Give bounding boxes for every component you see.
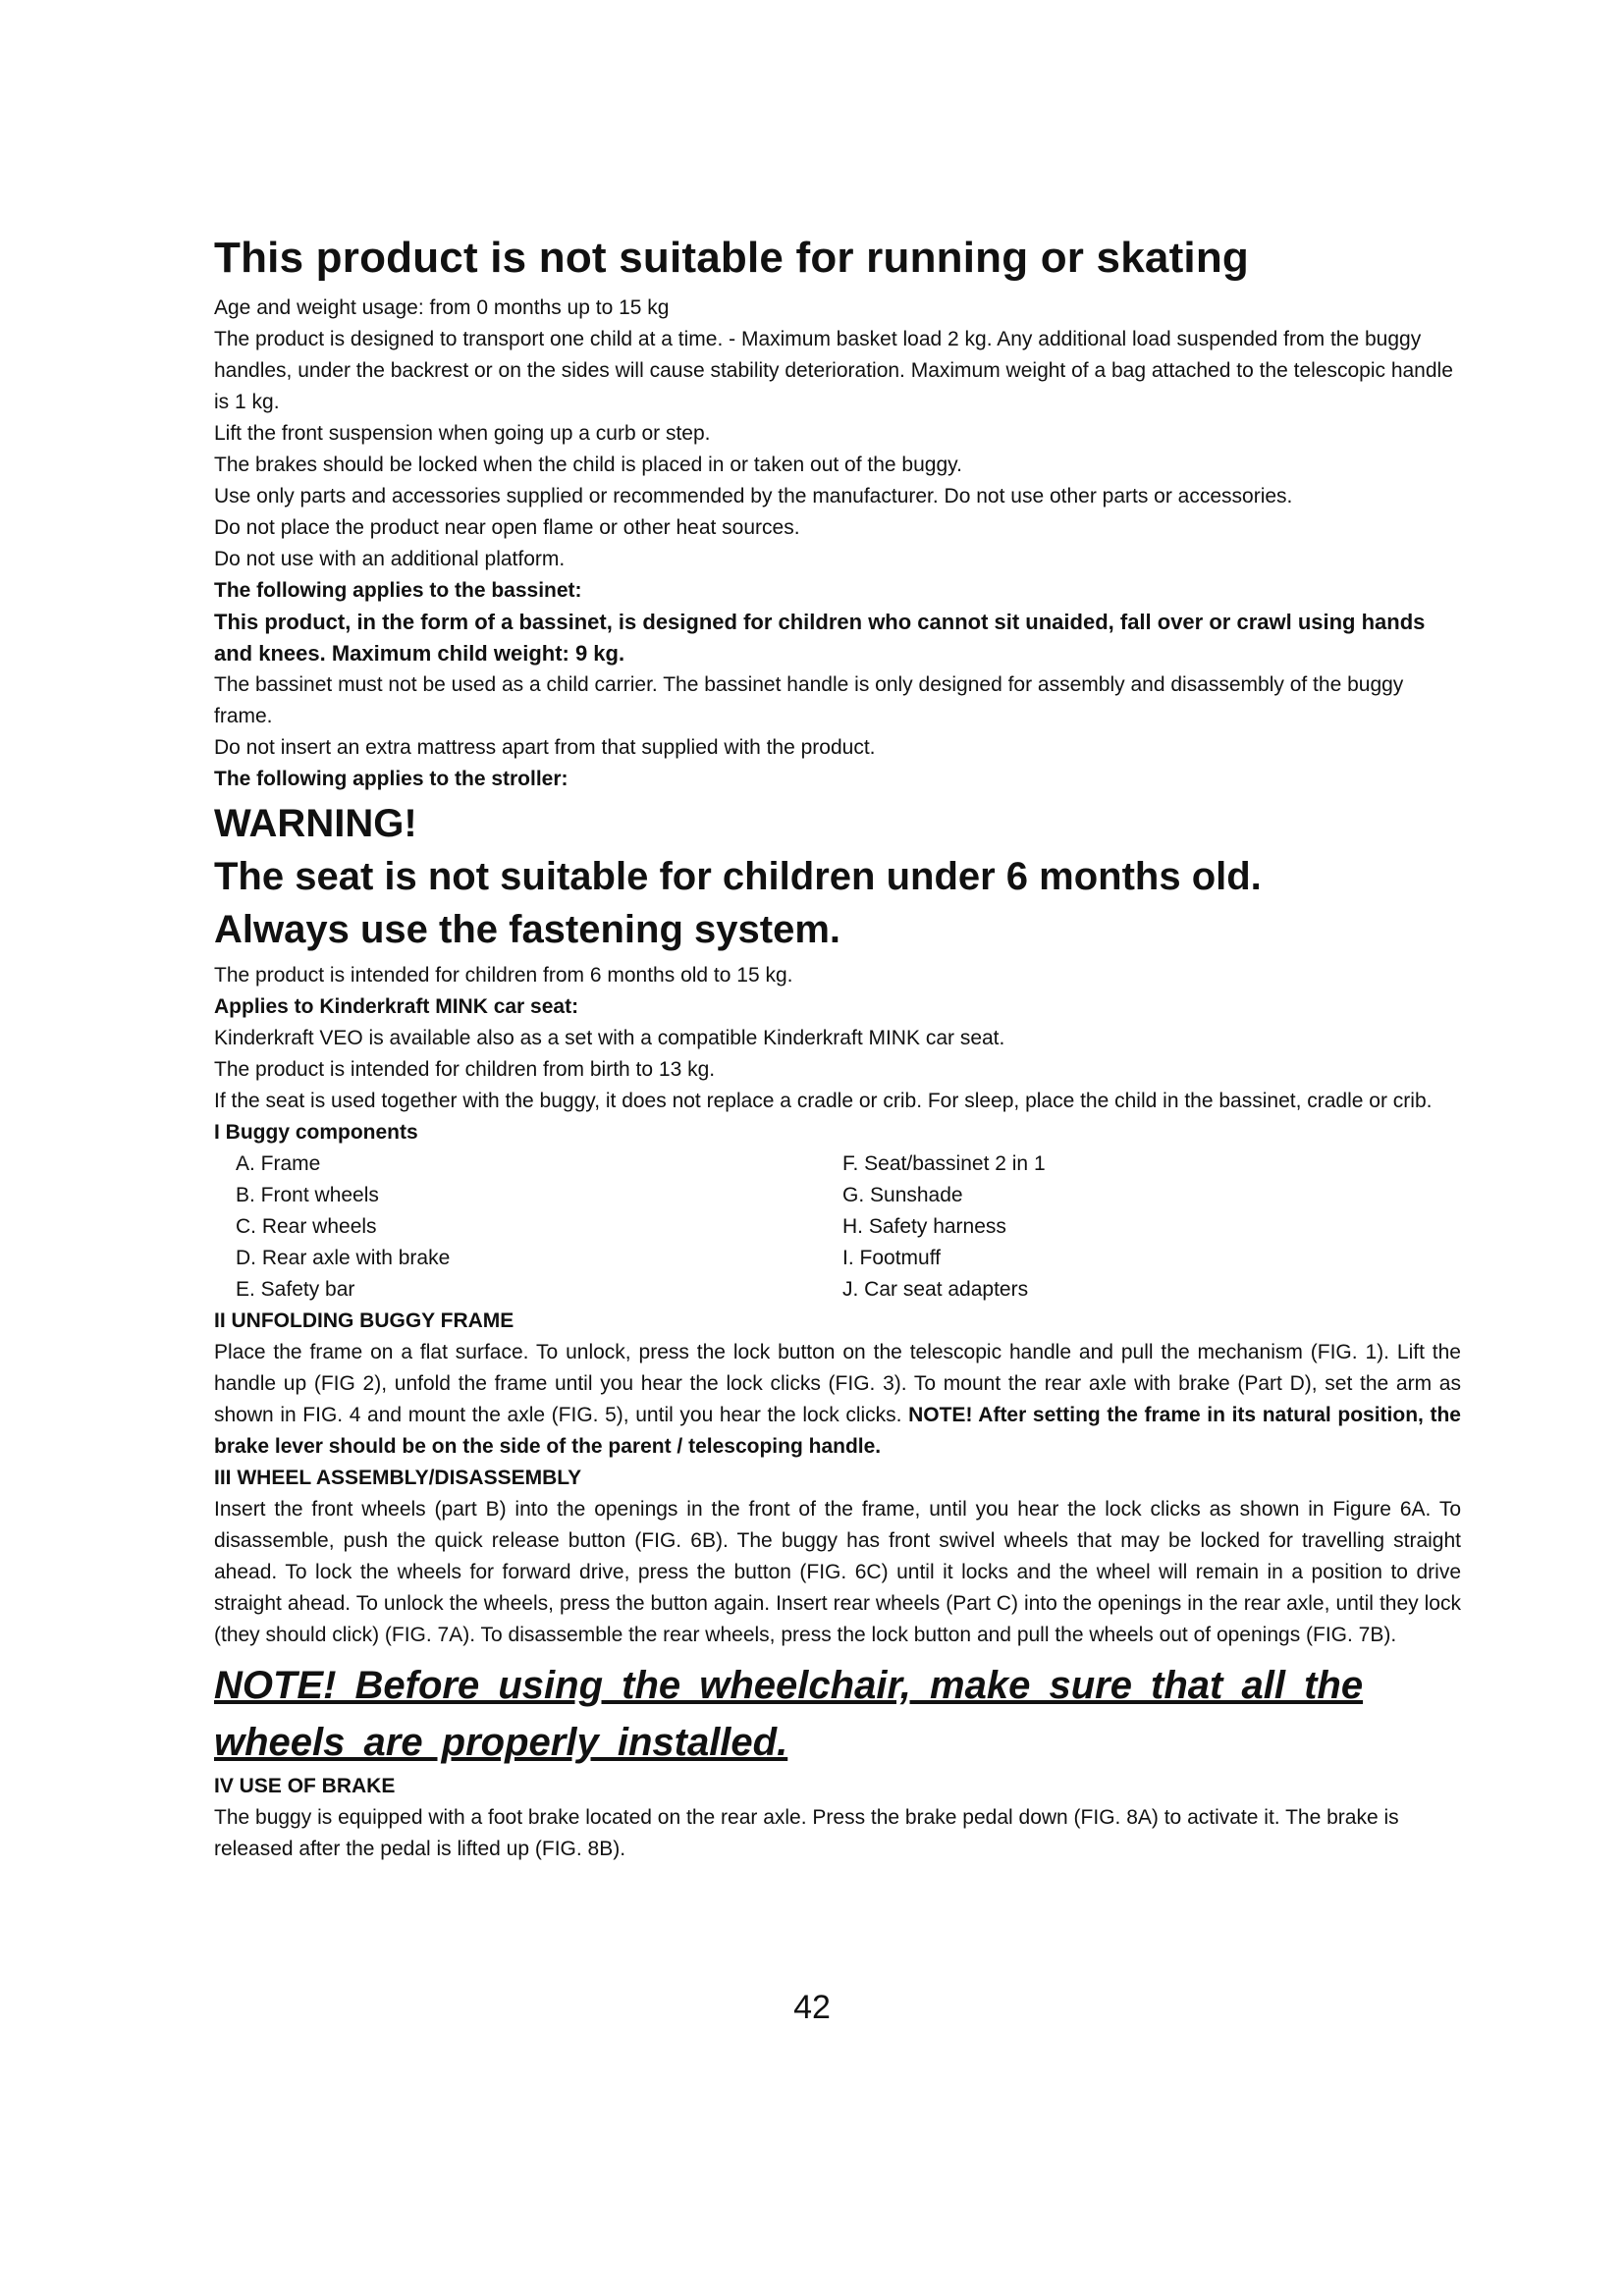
warning-fastening: Always use the fastening system. [214, 908, 841, 951]
intro-load: The product is designed to transport one child at a time. - Maximum basket load 2 kg. Any additional load suspended from the buggy handles, under the backrest or on the sides will cause stability deterioration. Maximum weight of a bag attached to the telescopic handle is 1 kg. [214, 328, 1453, 413]
list-item: A. Frame [236, 1152, 321, 1175]
warning-title: WARNING! [214, 802, 417, 845]
carseat-set: Kinderkraft VEO is available also as a set with a compatible Kinderkraft MINK car seat. [214, 1027, 1005, 1049]
intro-age: Age and weight usage: from 0 months up to 15 kg [214, 296, 670, 319]
list-item: F. Seat/bassinet 2 in 1 [842, 1152, 1046, 1175]
unfolding-note: NOTE! After setting the frame in its natural position, the brake lever should be on the side of the parent / telescoping handle. [214, 1404, 1461, 1458]
bassinet-heading: The following applies to the bassinet: [214, 579, 582, 602]
list-item: D. Rear axle with brake [236, 1247, 451, 1269]
list-item: H. Safety harness [842, 1215, 1006, 1238]
intro-parts: Use only parts and accessories supplied or recommended by the manufacturer. Do not use other parts or accessories. [214, 485, 1293, 507]
brake-heading: IV USE OF BRAKE [214, 1775, 396, 1797]
unfolding-heading: II UNFOLDING BUGGY FRAME [214, 1309, 514, 1332]
components-heading: I Buggy components [214, 1121, 418, 1144]
list-item: I. Footmuff [842, 1247, 941, 1269]
unfolding-paragraph [214, 1337, 1461, 1463]
list-item: G. Sunshade [842, 1184, 963, 1206]
bassinet-carrier: The bassinet must not be used as a child carrier. The bassinet handle is only designed for assembly and disassembly of the buggy frame. [214, 673, 1404, 727]
note-wheels [214, 1657, 1461, 1771]
note-line-2: wheels are properly installed. [214, 1721, 788, 1764]
carseat-weight: The product is intended for children from birth to 13 kg. [214, 1058, 716, 1081]
components-list [214, 1148, 1461, 1306]
stroller-text: The product is intended for children from 6 months old to 15 kg. [214, 964, 793, 987]
unfolding-text: Place the frame on a flat surface. To unlock, press the lock button on the telescopic handle and pull the mechanism (FIG. 1). Lift the handle up (FIG 2), unfold the frame until you hear the lock clicks (FIG. 3). To mount the rear axle with brake (Part D), set the arm as shown in FIG. 4 and mount the axle (FIG. 5), until you hear the lock clicks. [214, 1341, 1461, 1426]
intro-flame: Do not place the product near open flame or other heat sources. [214, 516, 800, 539]
intro-curb: Lift the front suspension when going up a curb or step. [214, 422, 711, 445]
warning-age: The seat is not suitable for children under 6 months old. [214, 855, 1262, 898]
bassinet-mattress: Do not insert an extra mattress apart from that supplied with the product. [214, 736, 876, 759]
wheel-heading: III WHEEL ASSEMBLY/DISASSEMBLY [214, 1467, 582, 1489]
stroller-heading: The following applies to the stroller: [214, 768, 568, 790]
brake-text: The buggy is equipped with a foot brake located on the rear axle. Press the brake pedal down (FIG. 8A) to activate it. The brake is released after the pedal is lifted up (FIG. 8B). [214, 1806, 1399, 1860]
page-content [214, 230, 1461, 1865]
carseat-heading: Applies to Kinderkraft MINK car seat: [214, 995, 579, 1018]
page-number: 42 [793, 1989, 831, 2026]
list-item: B. Front wheels [236, 1184, 379, 1206]
intro-platform: Do not use with an additional platform. [214, 548, 566, 570]
wheel-text: Insert the front wheels (part B) into the openings in the front of the frame, until you hear the lock clicks as shown in Figure 6A. To disassemble, push the quick release button (FIG. 6B). The buggy has front swivel wheels that may be locked for travelling straight ahead. To lock the wheels for forward drive, press the button (FIG. 6C) until it locks and the wheel will remain in a position to drive straight ahead. To unlock the wheels, press the button again. Insert rear wheels (Part C) into the openings in the rear axle, until they lock (they should click) (FIG. 7A). To disassemble the rear wheels, press the lock button and pull the wheels out of openings (FIG. 7B). [214, 1498, 1461, 1646]
list-item: C. Rear wheels [236, 1215, 377, 1238]
list-item: E. Safety bar [236, 1278, 355, 1301]
note-line-1: NOTE! Before using the wheelchair, make sure that all the [214, 1664, 1364, 1707]
bassinet-warning: This product, in the form of a bassinet, is designed for children who cannot sit unaided, fall over or crawl using hands and knees. Maximum child weight: 9 kg. [214, 610, 1426, 666]
page-title: This product is not suitable for running or skating [214, 234, 1249, 282]
intro-brakes: The brakes should be locked when the child is placed in or taken out of the buggy. [214, 454, 962, 476]
list-item: J. Car seat adapters [842, 1278, 1029, 1301]
carseat-sleep: If the seat is used together with the buggy, it does not replace a cradle or crib. For sleep, place the child in the bassinet, cradle or crib. [214, 1090, 1433, 1112]
